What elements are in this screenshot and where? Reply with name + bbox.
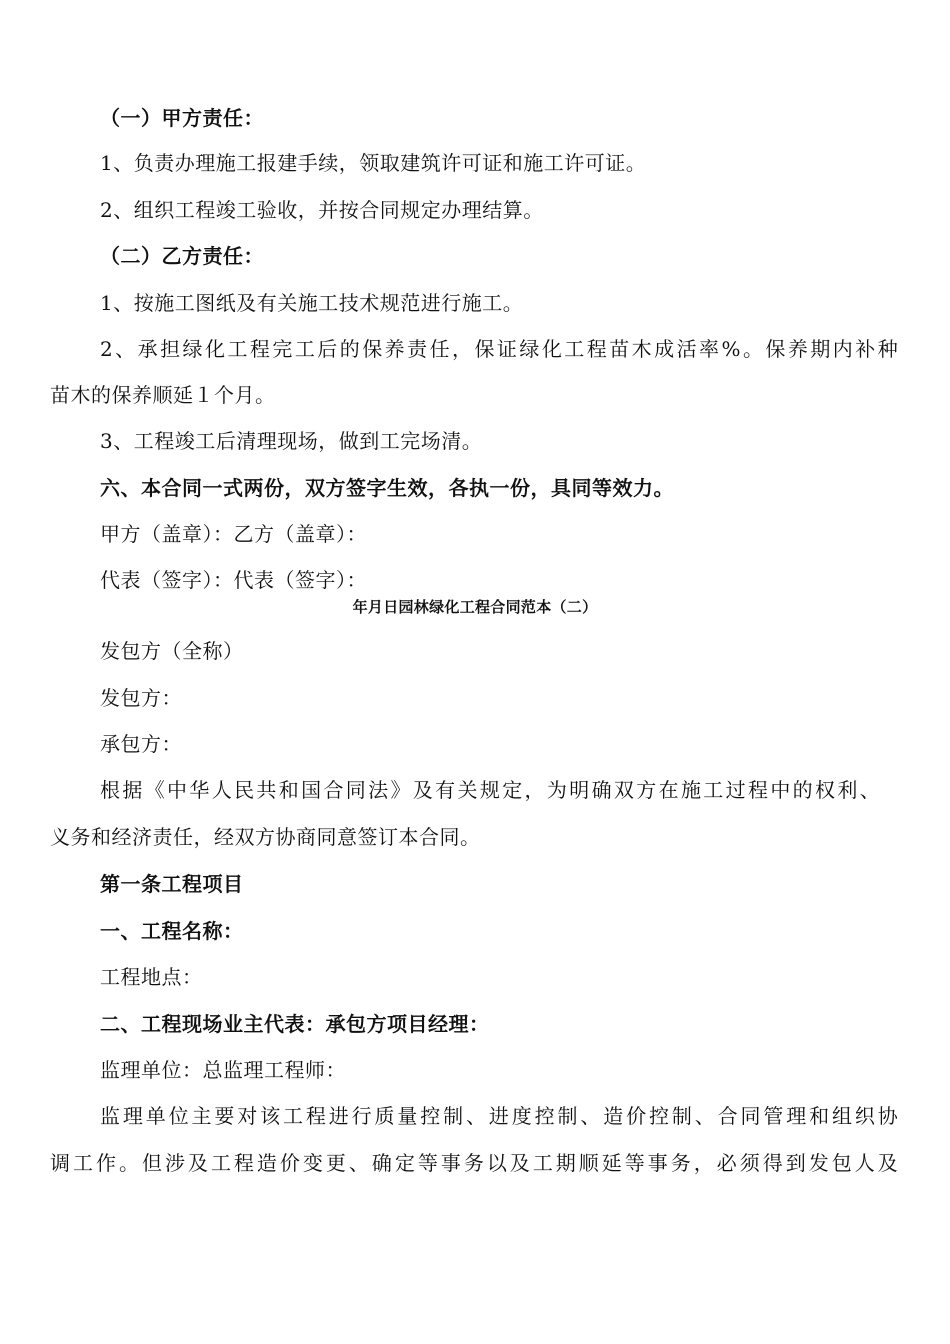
supervision-duties-line-1: 监理单位主要对该工程进行质量控制、进度控制、造价控制、合同管理和组织协 bbox=[100, 1104, 898, 1128]
supervision-unit-line: 监理单位：总监理工程师： bbox=[100, 1058, 346, 1082]
employer-full-name-label: 发包方（全称） bbox=[100, 639, 244, 663]
party-b-duty-2-line-2: 苗木的保养顺延１个月。 bbox=[50, 383, 276, 407]
signature-stamp-line: 甲方（盖章）：乙方（盖章）： bbox=[100, 522, 367, 546]
section-party-b-duties-heading: （二）乙方责任： bbox=[100, 244, 264, 268]
party-b-duty-2-line-1: 2、承担绿化工程完工后的保养责任，保证绿化工程苗木成活率%。保养期内补种 bbox=[100, 337, 898, 361]
site-representatives-heading: 二、工程现场业主代表：承包方项目经理： bbox=[100, 1012, 490, 1036]
party-b-duty-1: 1、按施工图纸及有关施工技术规范进行施工。 bbox=[100, 291, 524, 315]
preamble-line-2: 义务和经济责任，经双方协商同意签订本合同。 bbox=[50, 825, 481, 849]
article-six-heading: 六、本合同一式两份，双方签字生效，各执一份，具同等效力。 bbox=[100, 476, 674, 500]
section-party-a-duties-heading: （一）甲方责任： bbox=[100, 106, 264, 130]
representative-signature-line: 代表（签字）：代表（签字）： bbox=[100, 568, 367, 592]
preamble-line-1: 根据《中华人民共和国合同法》及有关规定，为明确双方在施工过程中的权利、 bbox=[100, 778, 880, 802]
project-location-label: 工程地点： bbox=[100, 965, 203, 989]
employer-label: 发包方： bbox=[100, 686, 182, 710]
contractor-label: 承包方： bbox=[100, 732, 182, 756]
supervision-duties-line-2: 调工作。但涉及工程造价变更、确定等事务以及工期顺延等事务，必须得到发包人及 bbox=[50, 1151, 898, 1175]
contract-template-title: 年月日园林绿化工程合同范本（二） bbox=[352, 598, 598, 616]
article-one-heading: 第一条工程项目 bbox=[100, 872, 244, 896]
project-name-heading: 一、工程名称： bbox=[100, 919, 244, 943]
party-b-duty-3: 3、工程竣工后清理现场，做到工完场清。 bbox=[100, 429, 483, 453]
party-a-duty-1: 1、负责办理施工报建手续，领取建筑许可证和施工许可证。 bbox=[100, 151, 647, 175]
party-a-duty-2: 2、组织工程竣工验收，并按合同规定办理结算。 bbox=[100, 198, 544, 222]
